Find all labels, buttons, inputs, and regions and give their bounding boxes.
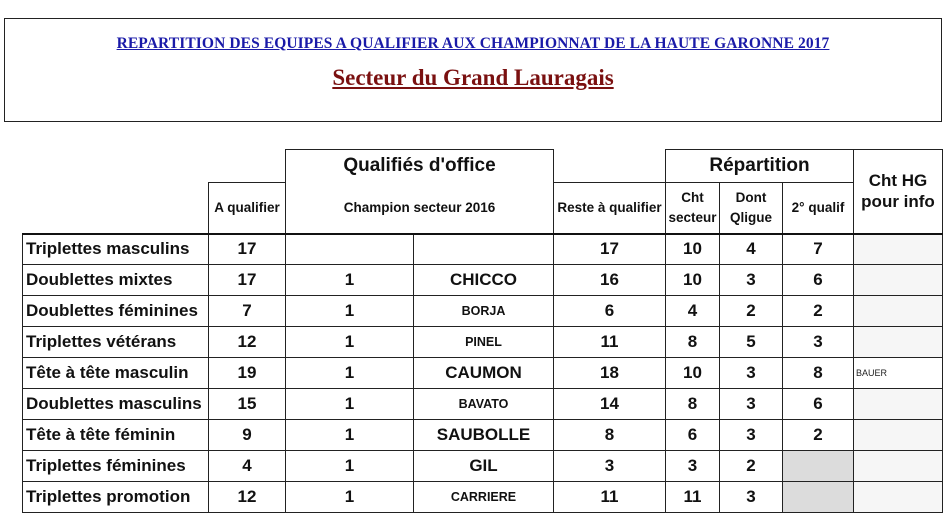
deux-qualif-value: 8 [783,358,854,389]
dont-qligue-value: 2 [720,296,783,327]
deux-qualif-value [783,482,854,513]
table-row [23,482,943,513]
reste-value: 18 [554,358,666,389]
cht-secteur-value: 10 [666,234,720,265]
row-label: Tête à tête féminin [23,420,209,451]
cht-hg-info [854,482,943,513]
nb-qualified-value: 1 [286,389,414,420]
main-title: REPARTITION DES EQUIPES A QUALIFIER AUX CHAMPIONNAT DE LA HAUTE GARONNE 2017 [116,35,830,52]
cht-hg-info [854,234,943,265]
deux-qualif-value: 6 [783,265,854,296]
nb-qualified-value [286,234,414,265]
dont-qligue-value: 3 [720,265,783,296]
a-qualifier-value: 17 [209,234,286,265]
table-row [23,358,943,389]
reste-value: 11 [554,327,666,358]
row-label: Triplettes féminines [23,451,209,482]
a-qualifier-value: 7 [209,296,286,327]
champion-team: PINEL [414,327,554,358]
champion-team [414,234,554,265]
nb-qualified-value: 1 [286,296,414,327]
repartition-table [22,149,943,513]
cht-secteur-value: 8 [666,389,720,420]
deux-qualif-value: 3 [783,327,854,358]
cht-hg-info [854,327,943,358]
reste-value: 8 [554,420,666,451]
blank-corner-2 [23,183,209,234]
champion-team: GIL [414,451,554,482]
a-qualifier-value: 15 [209,389,286,420]
qualifies-office-header: Qualifiés d'office [286,150,554,183]
champion-secteur-header: Champion secteur 2016 [286,183,554,234]
table-row [23,327,943,358]
dont-qligue-value: 3 [720,358,783,389]
cht-secteur-value: 4 [666,296,720,327]
table-row [23,389,943,420]
repartition-header: Répartition [666,150,854,183]
dont-qligue-value: 3 [720,420,783,451]
reste-value: 14 [554,389,666,420]
champion-team: CARRIERE [414,482,554,513]
cht-hg-info: BAUER [854,358,943,389]
a-qualifier-value: 12 [209,327,286,358]
blank-corner [23,150,209,183]
cht-hg-header: Cht HG pour info [854,150,943,234]
deux-qualif-value [783,451,854,482]
cht-hg-info [854,296,943,327]
cht-secteur-value: 6 [666,420,720,451]
table-row [23,234,943,265]
row-label: Doublettes masculins [23,389,209,420]
reste-value: 3 [554,451,666,482]
dont-qligue-value: 2 [720,451,783,482]
deux-qualif-value: 7 [783,234,854,265]
cht-secteur-value: 10 [666,358,720,389]
a-qualifier-value: 19 [209,358,286,389]
row-label: Doublettes féminines [23,296,209,327]
reste-value: 11 [554,482,666,513]
row-label: Triplettes masculins [23,234,209,265]
nb-qualified-value: 1 [286,420,414,451]
dont-qligue-value: 3 [720,389,783,420]
cht-secteur-value: 3 [666,451,720,482]
nb-qualified-value: 1 [286,358,414,389]
champion-team: BORJA [414,296,554,327]
a-qualifier-header: A qualifier [209,183,286,234]
champion-team: SAUBOLLE [414,420,554,451]
sector-title: Secteur du Grand Lauragais [332,65,614,90]
cht-hg-info [854,389,943,420]
a-qualifier-value: 12 [209,482,286,513]
cht-secteur-value: 10 [666,265,720,296]
row-label: Tête à tête masculin [23,358,209,389]
dont-qligue-value: 4 [720,234,783,265]
blank-header-2 [554,150,666,183]
row-label: Triplettes vétérans [23,327,209,358]
champion-team: BAVATO [414,389,554,420]
cht-secteur-value: 8 [666,327,720,358]
cht-hg-info [854,451,943,482]
table-row [23,265,943,296]
cht-secteur-header: Cht secteur [666,183,720,234]
cht-secteur-value: 11 [666,482,720,513]
nb-qualified-value: 1 [286,482,414,513]
a-qualifier-value: 17 [209,265,286,296]
deux-qualif-header: 2° qualif [783,183,854,234]
nb-qualified-value: 1 [286,451,414,482]
deux-qualif-value: 6 [783,389,854,420]
dont-qligue-value: 5 [720,327,783,358]
blank-header [209,150,286,183]
dont-qligue-value: 3 [720,482,783,513]
table-row [23,296,943,327]
reste-value: 6 [554,296,666,327]
dont-qligue-header: Dont Qligue [720,183,783,234]
deux-qualif-value: 2 [783,420,854,451]
deux-qualif-value: 2 [783,296,854,327]
nb-qualified-value: 1 [286,265,414,296]
reste-value: 17 [554,234,666,265]
nb-qualified-value: 1 [286,327,414,358]
table-row [23,451,943,482]
title-box [4,18,942,122]
champion-team: CAUMON [414,358,554,389]
cht-hg-info [854,420,943,451]
a-qualifier-value: 9 [209,420,286,451]
a-qualifier-value: 4 [209,451,286,482]
champion-team: CHICCO [414,265,554,296]
table-row [23,420,943,451]
cht-hg-info [854,265,943,296]
row-label: Triplettes promotion [23,482,209,513]
reste-value: 16 [554,265,666,296]
reste-a-qualifier-header: Reste à qualifier [554,183,666,234]
row-label: Doublettes mixtes [23,265,209,296]
